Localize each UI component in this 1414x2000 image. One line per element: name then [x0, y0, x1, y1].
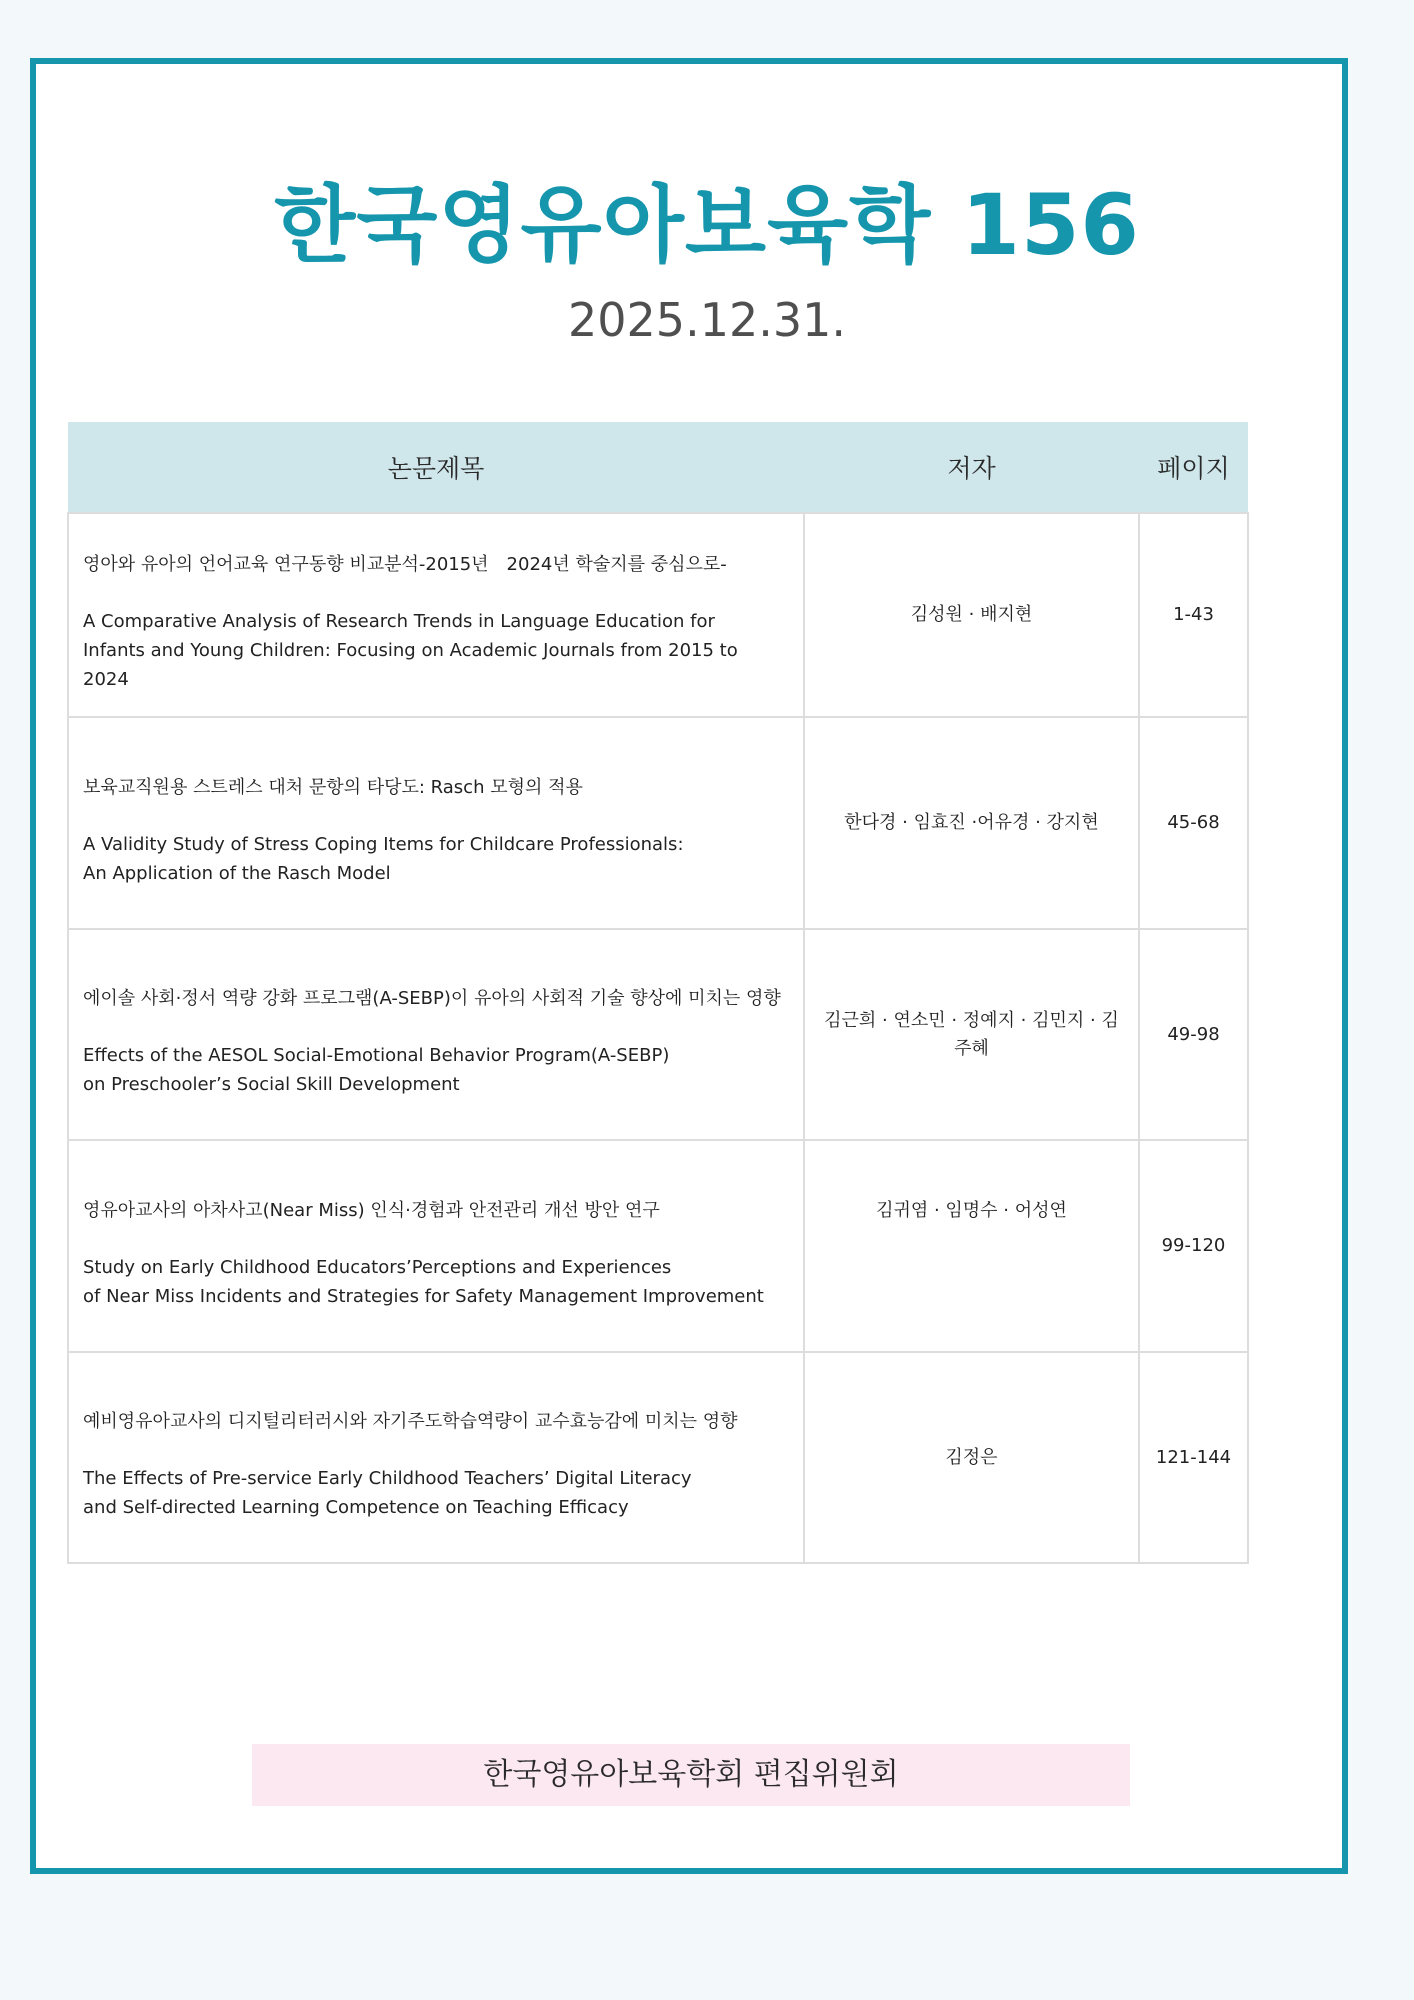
article-title-ko: 예비영유아교사의 디지털리터러시와 자기주도학습역량이 교수효능감에 미치는 영향: [83, 1411, 738, 1432]
article-title-cell: [68, 1140, 804, 1352]
table-row: [68, 1352, 1248, 1563]
article-title-ko: 보육교직원용 스트레스 대처 문항의 타당도: Rasch 모형의 적용: [83, 776, 583, 798]
article-title-cell: [68, 717, 804, 929]
column-header-authors: 저자: [804, 422, 1139, 513]
article-authors: 김성원 · 배지현: [804, 513, 1139, 717]
article-authors: 김정은: [804, 1352, 1139, 1563]
article-pages: 49-98: [1139, 929, 1248, 1140]
table-row: [68, 717, 1248, 929]
column-header-pages: 페이지: [1139, 422, 1248, 513]
article-title-ko: 영아와 유아의 언어교육 연구동향 비교분석-2015년 2024년 학술지를 중심으로-: [83, 554, 727, 575]
table-row: [68, 929, 1248, 1140]
table-row: [68, 513, 1248, 717]
column-header-title: 논문제목: [68, 422, 804, 513]
article-title-cell: [68, 929, 804, 1140]
article-title-en: Effects of the AESOL Social-Emotional Behavior Program(A-SEBP) on Preschooler’s Social Skill Development: [83, 1045, 670, 1095]
article-authors: 김귀염 · 임명수 · 어성연: [804, 1140, 1139, 1352]
table-row: [68, 1140, 1248, 1352]
article-pages: 121-144: [1139, 1352, 1248, 1563]
article-title-ko: 에이솔 사회·정서 역량 강화 프로그램(A-SEBP)이 유아의 사회적 기술 향상에 미치는 영향: [83, 988, 781, 1009]
article-title-en: Study on Early Childhood Educators’Perceptions and Experiences of Near Miss Incidents and Strategies for Safety Management Improvement: [83, 1256, 764, 1307]
table-of-contents: [67, 422, 1249, 1564]
article-authors: 한다경 · 임효진 ·어유경 · 강지현: [804, 717, 1139, 929]
article-title-en: A Comparative Analysis of Research Trends in Language Education for Infants and Young Children: Focusing on Academic Journals from 2015 to 2024: [83, 611, 738, 690]
article-title-cell: [68, 1352, 804, 1563]
article-title-en: The Effects of Pre-service Early Childhood Teachers’ Digital Literacy and Self-directed Learning Competence on Teaching Efficacy: [83, 1468, 692, 1518]
article-title-cell: [68, 513, 804, 717]
article-title-en: A Validity Study of Stress Coping Items for Childcare Professionals: An Application of the Rasch Model: [83, 833, 684, 884]
article-pages: 99-120: [1139, 1140, 1248, 1352]
journal-title: 한국영유아보육학 156: [274, 176, 1140, 274]
article-pages: 1-43: [1139, 513, 1248, 717]
issue-date: 2025.12.31.: [568, 293, 846, 347]
article-title-ko: 영유아교사의 아차사고(Near Miss) 인식·경험과 안전관리 개선 방안 연구: [83, 1199, 660, 1221]
article-pages: 45-68: [1139, 717, 1248, 929]
table-header-row: [68, 422, 1248, 513]
article-authors: 김근희 · 연소민 · 정예지 · 김민지 · 김주혜: [804, 929, 1139, 1140]
editorial-committee-label: 한국영유아보육학회 편집위원회: [252, 1744, 1130, 1806]
